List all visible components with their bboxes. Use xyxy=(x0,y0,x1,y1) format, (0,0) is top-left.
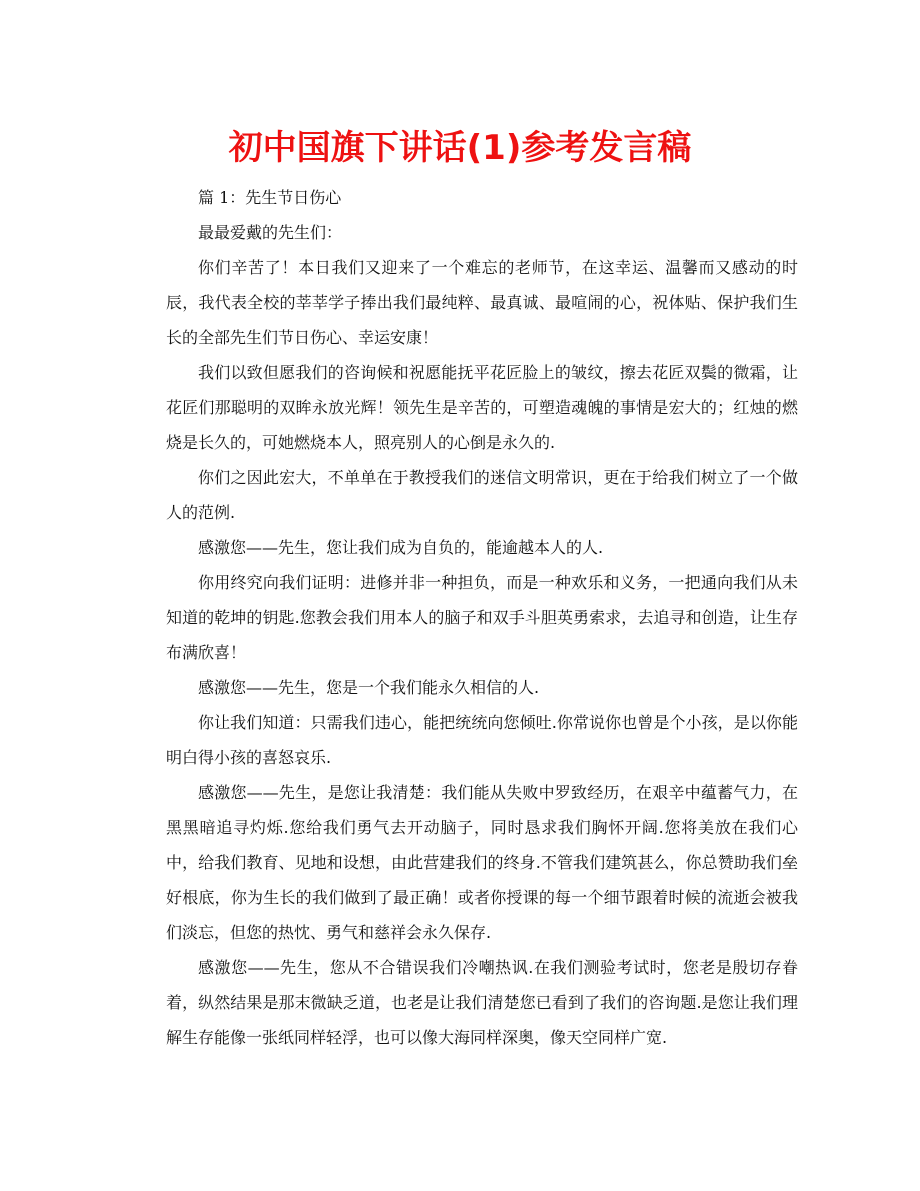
section-heading: 篇 1：先生节日伤心 xyxy=(198,188,342,207)
paragraph: 感激您——先生，是您让我清楚：我们能从失败中罗致经历，在艰辛中蕴蓄气力，在黑黑暗追寻灼烁.您给我们勇气去开动脑子，同时恳求我们胸怀开阔.您将美放在我们心中，给我们教育、见地和设想，由此营建我们的终身.不管我们建筑甚么，你总赞助我们垒好根底，你为生长的我们做到了最正确！或者你授课的每一个细节跟着时候的流逝会被我们淡忘，但您的热忱、勇气和慈祥会永久保存. xyxy=(166,783,798,942)
document-body xyxy=(166,180,798,1055)
paragraph: 感激您——先生，您从不合错误我们冷嘲热讽.在我们测验考试时，您老是殷切存眷着，纵然结果是那末微缺乏道，也老是让我们清楚您已看到了我们的咨询题.是您让我们理解生存能像一张纸同样轻浮，也可以像大海同样深奥，像天空同样广宽. xyxy=(166,958,798,1047)
paragraph: 感激您——先生，您是一个我们能永久相信的人. xyxy=(198,678,540,697)
document-title: 初中国旗下讲话(1)参考发言稿 xyxy=(228,128,692,168)
paragraph: 你们辛苦了！本日我们又迎来了一个难忘的老师节，在这幸运、温馨而又感动的时辰，我代表全校的莘莘学子捧出我们最纯粹、最真诚、最喧闹的心，祝体贴、保护我们生长的全部先生们节日伤心、幸运安康！ xyxy=(166,258,798,347)
salutation: 最最爱戴的先生们： xyxy=(198,223,343,242)
paragraph: 你用终究向我们证明：进修并非一种担负，而是一种欢乐和义务，一把通向我们从未知道的乾坤的钥匙.您教会我们用本人的脑子和双手斗胆英勇索求，去追寻和创造，让生存布满欣喜！ xyxy=(166,573,798,662)
paragraph: 我们以致但愿我们的咨询候和祝愿能抚平花匠脸上的皱纹，擦去花匠双鬓的微霜，让花匠们那聪明的双眸永放光辉！领先生是辛苦的，可塑造魂魄的事情是宏大的；红烛的燃烧是长久的，可她燃烧本人，照亮别人的心倒是永久的. xyxy=(166,363,798,452)
paragraph: 你们之因此宏大，不单单在于教授我们的迷信文明常识，更在于给我们树立了一个做人的范例. xyxy=(166,468,798,522)
paragraph: 你让我们知道：只需我们违心，能把统统向您倾吐.你常说你也曾是个小孩，是以你能明白得小孩的喜怒哀乐. xyxy=(166,713,798,767)
paragraph: 感激您——先生，您让我们成为自负的，能逾越本人的人. xyxy=(198,538,604,557)
